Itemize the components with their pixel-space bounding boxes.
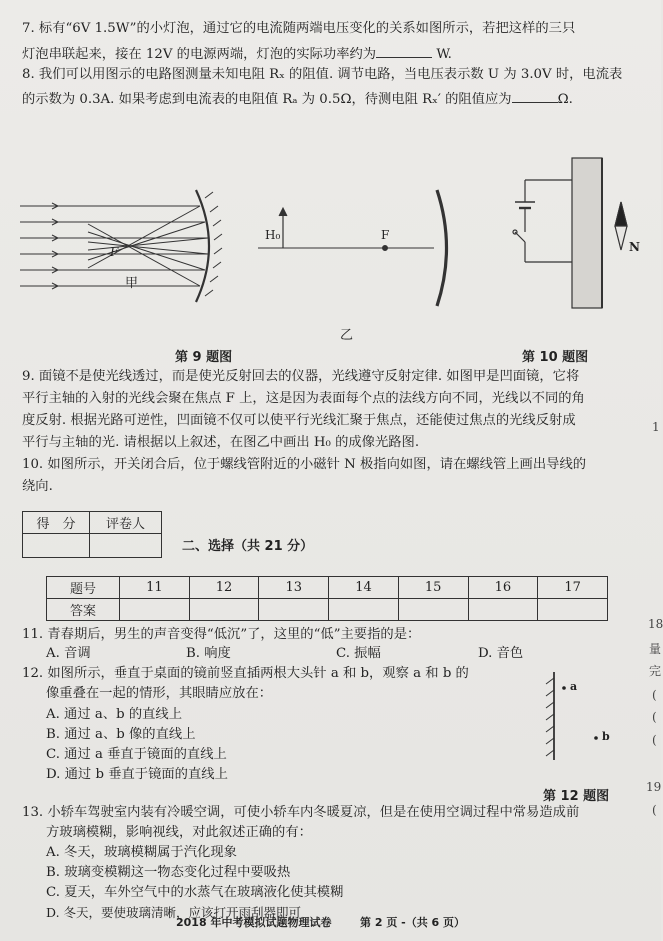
section-2-title: 二、选择（共 21 分）	[182, 539, 314, 554]
figure-12-caption: 第 12 题图	[543, 789, 610, 804]
edge-mark: 18	[648, 617, 663, 631]
q7-line1: 7. 标有“6V 1.5W”的小灯泡，通过它的电流随两端电压变化的关系如图所示，若把这样的三只	[22, 21, 576, 36]
q8-line2	[22, 89, 573, 109]
edge-mark: (	[652, 710, 657, 724]
edge-mark: (	[652, 803, 657, 817]
question-number-cell: 13	[259, 577, 329, 599]
q9-line4: 平行与主轴的光. 请根据以上叙述，在图乙中画出 H₀ 的成像光路图.	[22, 435, 420, 450]
figure-10-caption: 第 10 题图	[522, 350, 589, 365]
figure-jia-label: 甲	[125, 276, 139, 291]
question-number-cell: 12	[189, 577, 259, 599]
question-number-cell: 11	[120, 577, 190, 599]
q8-answer-blank[interactable]	[512, 89, 558, 103]
q13-option-d[interactable]: D. 冬天，要使玻璃清晰，应该打开雨刮器即可	[46, 905, 302, 920]
q11-option-c[interactable]: C. 振幅	[336, 646, 381, 661]
q9-line2: 平行主轴的入射的光线会聚在焦点 F 上，这是因为表面每个点的法线方向不同，光线以不同的角	[22, 391, 585, 406]
answer-cell[interactable]	[259, 599, 329, 621]
figure-jia-focus-label: F	[110, 245, 119, 259]
answer-table-answer-row	[47, 599, 608, 621]
figure-yi-label: 乙	[340, 328, 354, 343]
edge-mark: 量	[649, 642, 662, 656]
q11-option-b[interactable]: B. 响度	[186, 646, 231, 661]
q10-line2: 绕向.	[22, 479, 53, 494]
q13-option-b[interactable]: B. 玻璃变模糊这一物态变化过程中要吸热	[46, 865, 291, 880]
answer-cell[interactable]	[120, 599, 190, 621]
figure-yi-h0-label: H₀	[265, 228, 281, 242]
figure-10-solenoid	[513, 158, 627, 308]
question-number-cell: 16	[468, 577, 538, 599]
compass-n-label: N	[629, 240, 640, 254]
q11-stem: 11. 青春期后，男生的声音变得“低沉”了，这里的“低”主要指的是：	[22, 627, 421, 642]
q12-option-d[interactable]: D. 通过 b 垂直于镜面的直线上	[46, 767, 228, 782]
q9-line1: 9. 面镜不是使光线透过，而是使光反射回去的仪器，光线遵守反射定律. 如图甲是凹面镜，它将	[22, 369, 580, 384]
q12-option-a[interactable]: A. 通过 a、b 的直线上	[46, 707, 183, 722]
q13-option-a[interactable]: A. 冬天，玻璃模糊属于汽化现象	[46, 845, 237, 860]
q12-line1: 12. 如图所示，垂直于桌面的镜前竖直插两根大头针 a 和 b，观察 a 和 b 的	[22, 666, 469, 681]
q11-option-a[interactable]: A. 音调	[46, 646, 91, 661]
figure-12-point-a: a	[570, 680, 578, 693]
edge-mark: 完	[649, 664, 662, 678]
q8-line1: 8. 我们可以用图示的电路图测量未知电阻 Rₓ 的阻值. 调节电路，当电压表示数 U 为 3.0V 时，电流表	[22, 67, 623, 82]
score-header: 得 分	[23, 512, 90, 534]
q10-line1: 10. 如图所示，开关闭合后，位于螺线管附近的小磁针 N 极指向如图，请在螺线管上画出导线的	[22, 457, 587, 472]
grader-header: 评卷人	[90, 512, 162, 534]
q12-option-c[interactable]: C. 通过 a 垂直于镜面的直线上	[46, 747, 227, 762]
figure-jia-concave-mirror	[20, 190, 222, 302]
answer-table-number-row	[47, 577, 608, 599]
q7-line2	[22, 44, 452, 64]
figure-yi	[258, 190, 447, 306]
answer-table	[46, 576, 608, 621]
answer-cell[interactable]	[538, 599, 608, 621]
q12-line2: 像重叠在一起的情形，其眼睛应放在：	[46, 686, 273, 701]
figure-12-point-b: b	[602, 730, 610, 743]
question-number-cell: 14	[329, 577, 399, 599]
answer-cell[interactable]	[329, 599, 399, 621]
question-number-cell: 15	[398, 577, 468, 599]
footer-page-number: 第 2 页 -（共 6 页）	[360, 916, 466, 929]
answer-table-answer-head: 答案	[47, 599, 120, 621]
edge-mark: 1	[652, 420, 660, 434]
q7-line2-text: 灯泡串联起来，接在 12V 的电源两端，灯泡的实际功率约为	[22, 47, 377, 62]
score-box	[22, 511, 162, 558]
answer-table-number-head: 题号	[47, 577, 120, 599]
answer-cell[interactable]	[468, 599, 538, 621]
q12-option-b[interactable]: B. 通过 a、b 像的直线上	[46, 727, 196, 742]
edge-mark: (	[652, 733, 657, 747]
edge-mark: 19	[646, 780, 662, 794]
edge-mark: (	[652, 688, 657, 702]
q7-unit: W.	[436, 47, 452, 62]
q9-line3: 度反射. 根据光路可逆性，凹面镜不仅可以使平行光线汇聚于焦点，还能使过焦点的光线反射成	[22, 413, 576, 428]
q13-line1: 13. 小轿车驾驶室内装有冷暖空调，可使小轿车内冬暖夏凉，但是在使用空调过程中常易造成前	[22, 805, 580, 820]
grader-cell[interactable]	[90, 534, 162, 558]
q7-answer-blank[interactable]	[376, 44, 432, 58]
figure-yi-focus-label: F	[381, 228, 390, 242]
q13-line2: 方玻璃模糊，影响视线，对此叙述正确的有：	[46, 825, 312, 840]
q11-option-d[interactable]: D. 音色	[478, 646, 524, 661]
footer-title: 2018 年中考模拟试题物理试卷	[176, 916, 332, 929]
figures-9-10	[0, 150, 661, 350]
q8-unit: Ω.	[557, 92, 573, 107]
answer-cell[interactable]	[398, 599, 468, 621]
q13-option-c[interactable]: C. 夏天，车外空气中的水蒸气在玻璃液化使其模糊	[46, 885, 344, 900]
figure-9-caption: 第 9 题图	[175, 350, 233, 365]
q8-line2-text: 的示数为 0.3A. 如果考虑到电流表的电阻值 Rₐ 为 0.5Ω，待测电阻 Rₓ′ 的阻值应为	[22, 92, 512, 107]
answer-cell[interactable]	[189, 599, 259, 621]
figure-12-mirror	[538, 668, 618, 768]
score-cell[interactable]	[23, 534, 90, 558]
question-number-cell: 17	[538, 577, 608, 599]
